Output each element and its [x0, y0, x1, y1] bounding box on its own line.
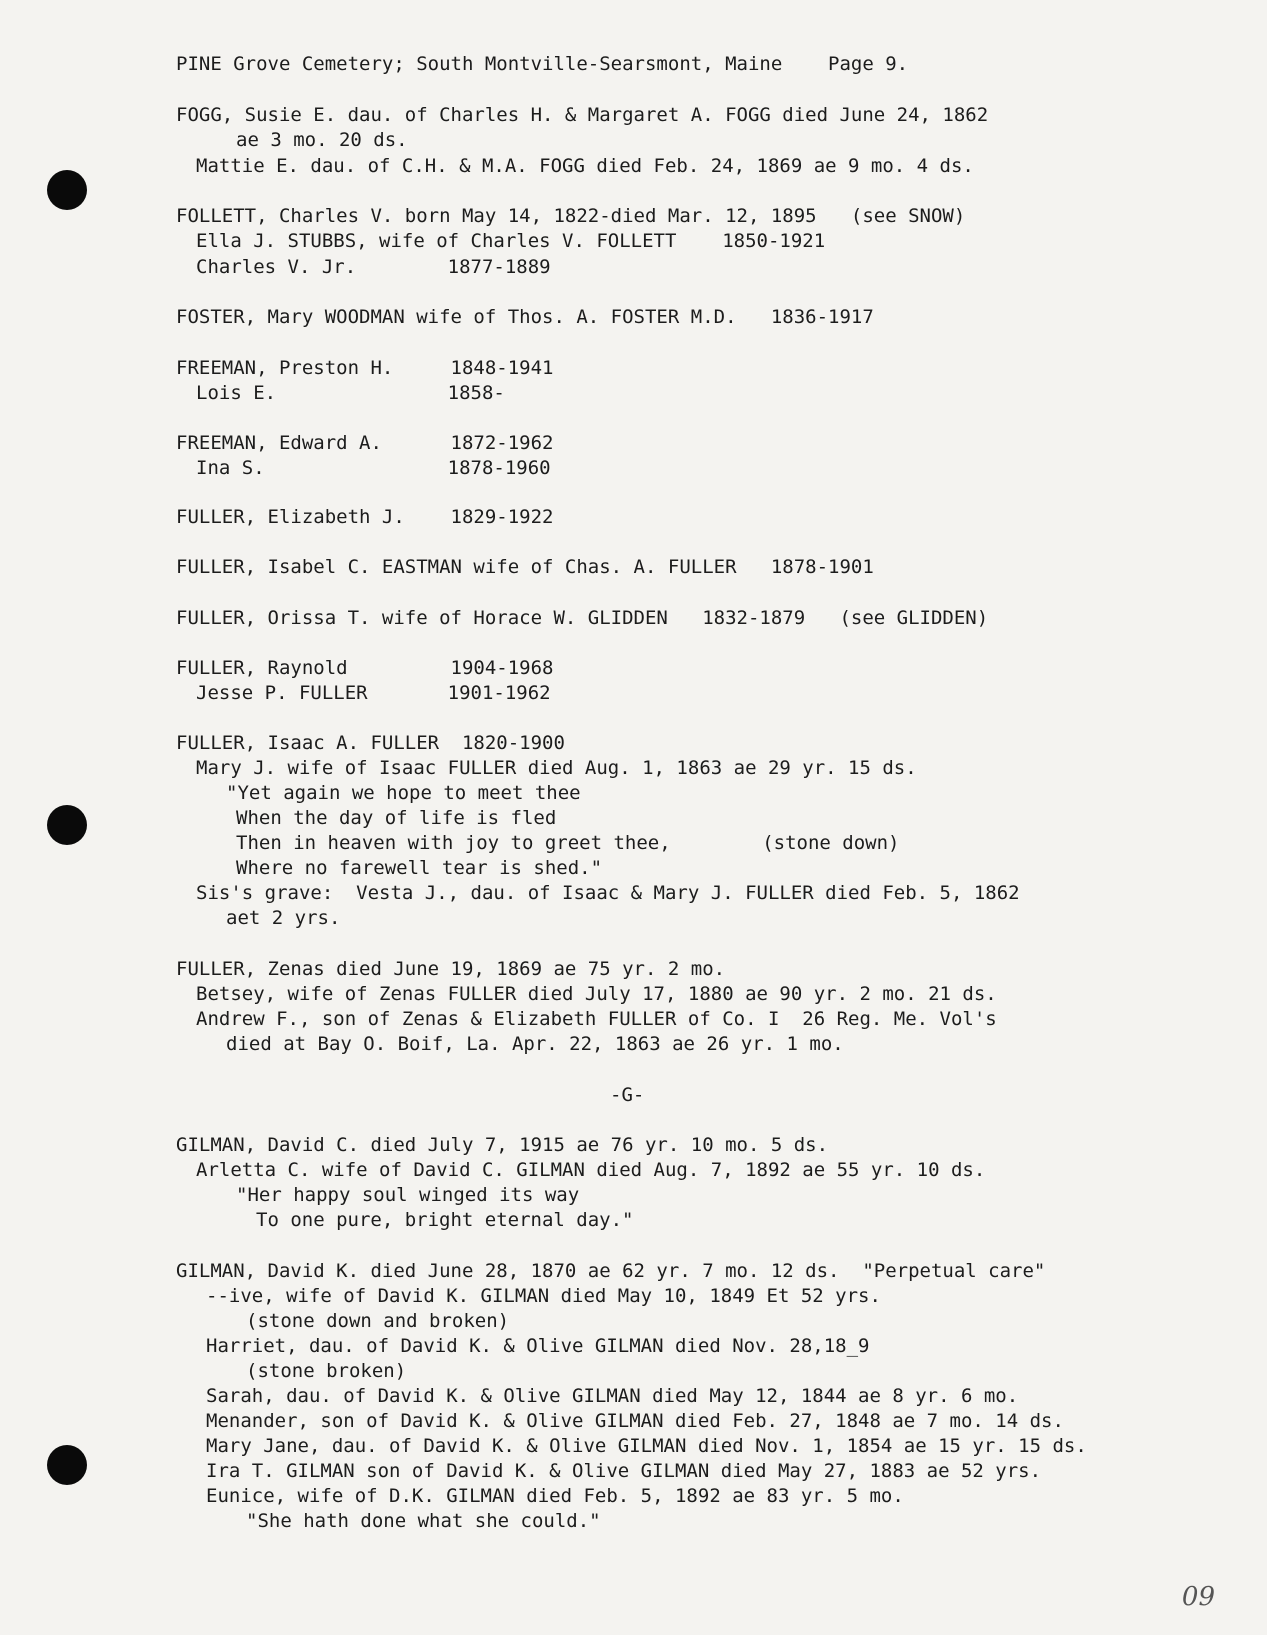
record-line: Mary J. wife of Isaac FULLER died Aug. 1, 1863 ae 29 yr. 15 ds.: [196, 757, 917, 779]
record-line: Ina S. 1878-1960: [196, 457, 551, 479]
record-line: "She hath done what she could.": [246, 1510, 601, 1532]
record-line: Jesse P. FULLER 1901-1962: [196, 682, 551, 704]
binder-hole-top: [47, 170, 87, 210]
binder-hole-middle: [47, 805, 87, 845]
record-line: FOSTER, Mary WOODMAN wife of Thos. A. FOSTER M.D. 1836-1917: [176, 306, 874, 328]
record-line: --ive, wife of David K. GILMAN died May 10, 1849 Et 52 yrs.: [206, 1285, 881, 1307]
record-line: FREEMAN, Preston H. 1848-1941: [176, 357, 554, 379]
record-line: ae 3 mo. 20 ds.: [236, 129, 408, 151]
record-line: Eunice, wife of D.K. GILMAN died Feb. 5, 1892 ae 83 yr. 5 mo.: [206, 1485, 904, 1507]
record-line: FULLER, Isaac A. FULLER 1820-1900: [176, 732, 565, 754]
page-folio: 09: [1181, 1582, 1215, 1612]
record-line: "Her happy soul winged its way: [236, 1184, 580, 1206]
section-heading-g: -G-: [610, 1084, 645, 1106]
record-line: FULLER, Isabel C. EASTMAN wife of Chas. A. FULLER 1878-1901: [176, 556, 874, 578]
record-line: aet 2 yrs.: [226, 907, 341, 929]
record-line: Ella J. STUBBS, wife of Charles V. FOLLETT 1850-1921: [196, 230, 826, 252]
record-line: Charles V. Jr. 1877-1889: [196, 256, 551, 278]
record-line: Menander, son of David K. & Olive GILMAN died Feb. 27, 1848 ae 7 mo. 14 ds.: [206, 1410, 1064, 1432]
record-line: Then in heaven with joy to greet thee, (stone down): [236, 832, 900, 854]
record-line: (stone down and broken): [246, 1310, 510, 1332]
record-line: Mary Jane, dau. of David K. & Olive GILMAN died Nov. 1, 1854 ae 15 yr. 15 ds.: [206, 1435, 1087, 1457]
record-line: Ira T. GILMAN son of David K. & Olive GILMAN died May 27, 1883 ae 52 yrs.: [206, 1460, 1042, 1482]
record-line: Sis's grave: Vesta J., dau. of Isaac & Mary J. FULLER died Feb. 5, 1862: [196, 882, 1020, 904]
record-line: FULLER, Orissa T. wife of Horace W. GLIDDEN 1832-1879 (see GLIDDEN): [176, 607, 989, 629]
record-line: Arletta C. wife of David C. GILMAN died Aug. 7, 1892 ae 55 yr. 10 ds.: [196, 1159, 986, 1181]
record-line: (stone broken): [246, 1360, 407, 1382]
record-line: died at Bay O. Boif, La. Apr. 22, 1863 ae 26 yr. 1 mo.: [226, 1033, 844, 1055]
record-line: FULLER, Elizabeth J. 1829-1922: [176, 506, 554, 528]
record-line: FREEMAN, Edward A. 1872-1962: [176, 432, 554, 454]
record-line: Andrew F., son of Zenas & Elizabeth FULLER of Co. I 26 Reg. Me. Vol's: [196, 1008, 997, 1030]
record-line: Lois E. 1858-: [196, 382, 505, 404]
page-header: PINE Grove Cemetery; South Montville-Searsmont, Maine Page 9.: [176, 53, 909, 75]
record-line: Harriet, dau. of David K. & Olive GILMAN died Nov. 28,18_9: [206, 1335, 870, 1357]
record-line: FULLER, Zenas died June 19, 1869 ae 75 yr. 2 mo.: [176, 958, 726, 980]
record-line: "Yet again we hope to meet thee: [226, 782, 581, 804]
record-line: To one pure, bright eternal day.": [256, 1209, 634, 1231]
binder-hole-bottom: [47, 1445, 87, 1485]
record-line: Mattie E. dau. of C.H. & M.A. FOGG died Feb. 24, 1869 ae 9 mo. 4 ds.: [196, 155, 974, 177]
record-line: When the day of life is fled: [236, 807, 557, 829]
record-line: Betsey, wife of Zenas FULLER died July 17, 1880 ae 90 yr. 2 mo. 21 ds.: [196, 983, 997, 1005]
record-line: FOGG, Susie E. dau. of Charles H. & Margaret A. FOGG died June 24, 1862: [176, 104, 989, 126]
record-line: GILMAN, David C. died July 7, 1915 ae 76 yr. 10 mo. 5 ds.: [176, 1134, 829, 1156]
record-line: FULLER, Raynold 1904-1968: [176, 657, 554, 679]
record-line: GILMAN, David K. died June 28, 1870 ae 62 yr. 7 mo. 12 ds. "Perpetual care": [176, 1260, 1046, 1282]
record-line: Sarah, dau. of David K. & Olive GILMAN died May 12, 1844 ae 8 yr. 6 mo.: [206, 1385, 1019, 1407]
record-line: Where no farewell tear is shed.": [236, 857, 603, 879]
record-line: FOLLETT, Charles V. born May 14, 1822-died Mar. 12, 1895 (see SNOW): [176, 205, 966, 227]
